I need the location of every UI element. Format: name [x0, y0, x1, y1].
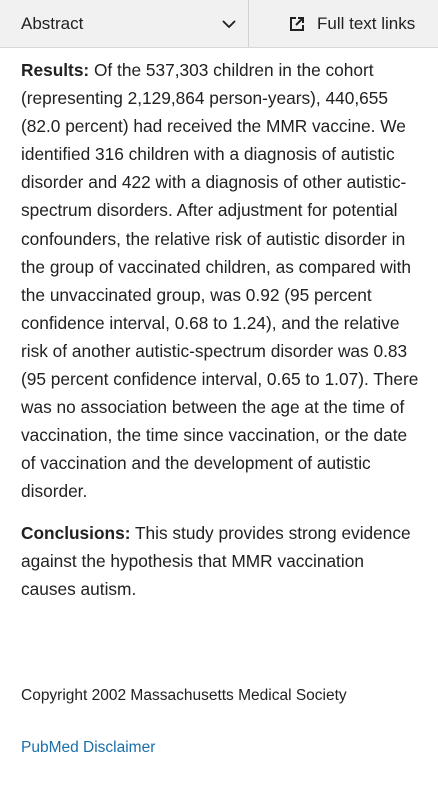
conclusions-text: This study provides strong evidence against the hypothesis that MMR vaccination causes autism. [21, 522, 411, 599]
conclusions-paragraph [21, 519, 421, 603]
results-paragraph [21, 56, 421, 506]
pubmed-disclaimer-link[interactable]: PubMed Disclaimer [21, 739, 156, 756]
external-link-icon [289, 16, 305, 32]
top-toolbar [0, 0, 438, 48]
conclusions-label: Conclusions: [21, 522, 131, 543]
chevron-down-icon [220, 15, 238, 33]
section-select-label: Abstract [21, 13, 84, 33]
results-text: Of the 537,303 children in the cohort (representing 2,129,864 person-years), 440,655 (82.0 percent) had received the MMR vaccine. We identified 316 children with a diagnosis of autistic disorder and 422 with a diagnosis of other autistic-spectrum disorders. After adjustment for potential confounders, the relative risk of autistic disorder in the group of vaccinated children, as compared with the unvaccinated group, was 0.92 (95 percent confidence interval, 0.68 to 1.24), and the relative risk of another autistic-spectrum disorder was 0.83 (95 percent confidence interval, 0.65 to 1.07). There was no association between the age at the time of vaccination, the time since vaccination, or the date of vaccination and the development of autistic disorder. [21, 60, 419, 502]
full-text-links-button[interactable] [249, 0, 438, 47]
abstract-content [21, 56, 421, 603]
full-text-links-label: Full text links [317, 13, 416, 33]
copyright-notice: Copyright 2002 Massachusetts Medical Society [21, 687, 347, 704]
results-label: Results: [21, 60, 90, 80]
section-select[interactable] [0, 0, 249, 47]
